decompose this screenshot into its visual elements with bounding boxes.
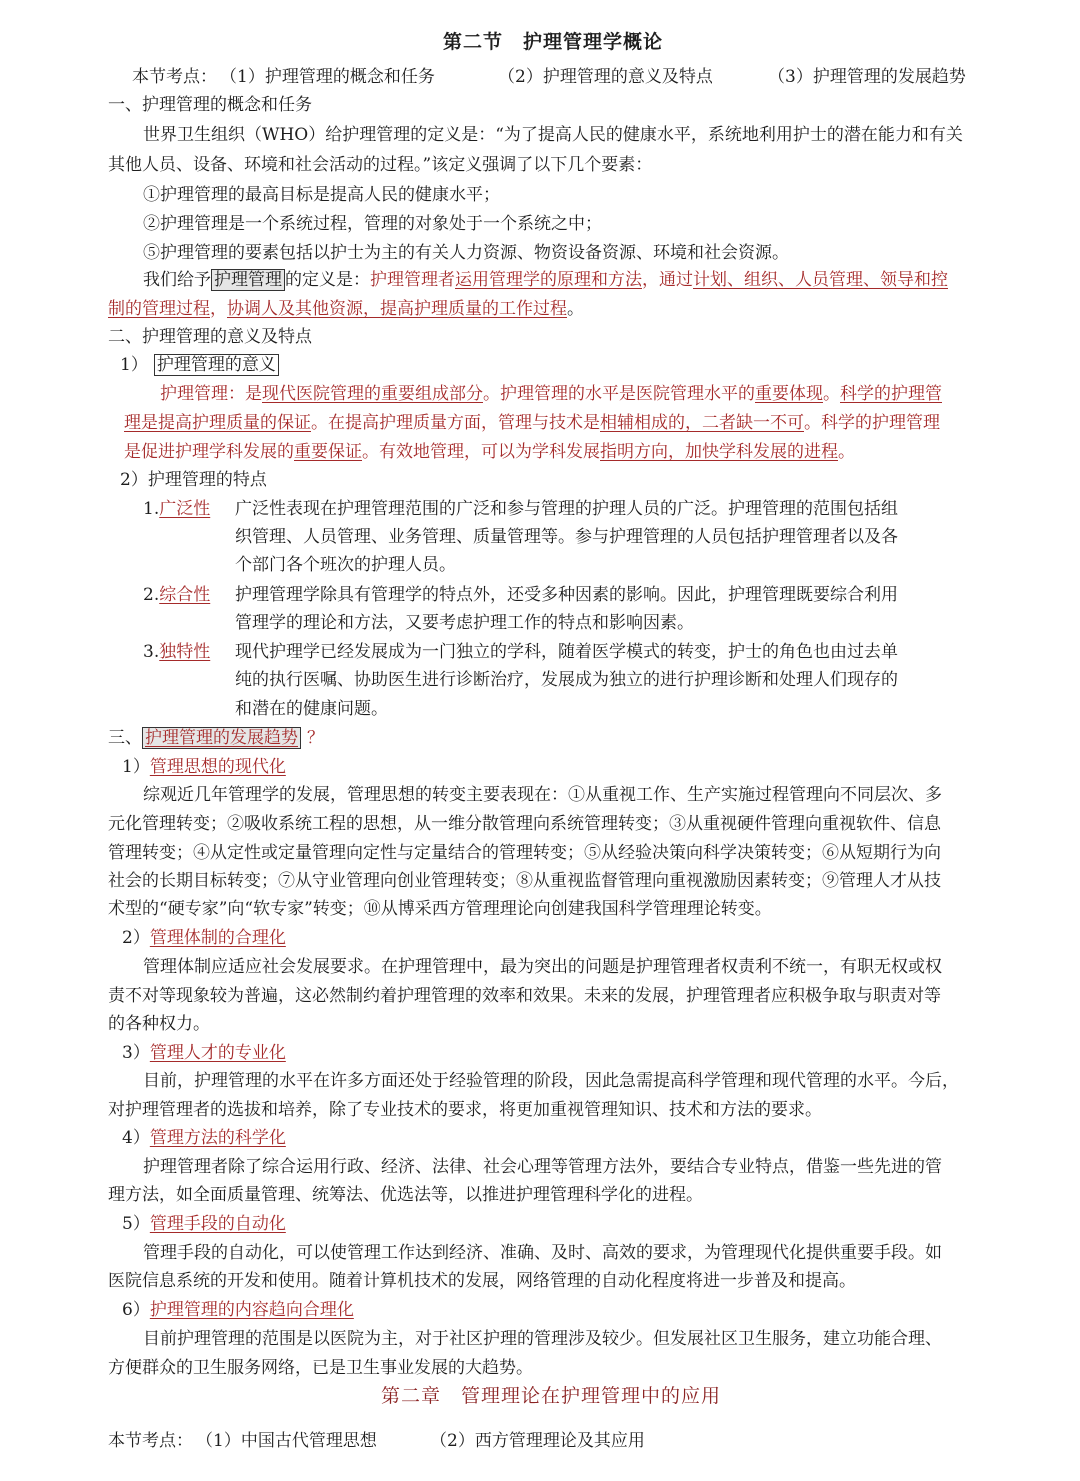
significance-label-box: 护理管理的意义 [154, 354, 279, 376]
feature-3-line-3: 和潜在的健康问题。 [235, 699, 388, 719]
features-heading: 2）护理管理的特点 [120, 470, 267, 490]
significance-line-1 [160, 382, 942, 406]
trend-3-num: 3） [122, 1043, 150, 1063]
trend-1-heading [122, 755, 286, 779]
sig1-d: 重要体现 [755, 384, 823, 404]
exam-point-2: （2）护理管理的意义及特点 [498, 67, 713, 87]
sig2-b: 。在提高护理质量方面，管理与技术是 [311, 413, 600, 433]
trend-4-line-2: 理方法，如全面质量管理、统筹法、优选法等，以推进护理管理科学化的进程。 [108, 1185, 703, 1205]
def-text-e: 运用管理学的原理和方法 [455, 270, 642, 290]
trend-4-label: 管理方法的科学化 [149, 1128, 286, 1148]
trend-2-heading [122, 926, 286, 950]
feature-2-label [143, 583, 210, 607]
nursing-management-term-box: 护理管理 [211, 269, 285, 291]
sig1-f: 科学的护理管 [840, 384, 942, 404]
significance-num: 1） [120, 355, 148, 375]
trend-1-num: 1） [122, 757, 150, 777]
significance-heading [120, 353, 279, 377]
trend-4-num: 4） [122, 1128, 150, 1148]
sig3-d: 指明方向，加快学科发展的进程 [600, 442, 838, 462]
chapter-title: 第二章 管理理论在护理管理中的应用 [381, 1385, 722, 1407]
feature-1-line-2: 织管理、人员管理、业务管理、质量管理等。参与护理管理的人员包括护理管理者以及各 [235, 527, 898, 547]
chapter-exam-label: 本节考点： [108, 1431, 193, 1451]
feature-3-name: 独特性 [159, 642, 211, 662]
feature-1-line-3: 个部门各个班次的护理人员。 [235, 555, 456, 575]
sig1-e: 。 [823, 384, 840, 404]
significance-line-3 [124, 440, 855, 464]
sig3-b: 重要保证 [294, 442, 362, 462]
feature-3-line-1: 现代护理学已经发展成为一门独立的学科，随着医学模式的转变，护士的角色也由过去单 [235, 642, 898, 662]
trend-1-line-4: 社会的长期目标转变；⑦从守业管理向创业管理转变；⑧从重视监督管理向重视激励因素转变；⑨管理人才从技 [108, 871, 941, 891]
def-text-c: 的定义是： [285, 270, 370, 290]
who-definition-line-1: 世界卫生组织（WHO）给护理管理的定义是：“为了提高人民的健康水平，系统地利用护士的潜在能力和有关 [143, 125, 963, 145]
def-text-f: ，通过 [642, 270, 693, 290]
trend-1-line-5: 术型的“硬专家”向“软专家”转变；⑩从博采西方管理理论向创建我国科学管理理论转变。 [108, 899, 772, 919]
def-text-g: 计划、组织、人员管理、领导和控 [693, 270, 948, 290]
heading-section-3 [108, 726, 324, 750]
def2-text-d: 。 [567, 299, 584, 319]
feature-2-line-1: 护理管理学除具有管理学的特点外，还受多种因素的影响。因此，护理管理既要综合利用 [235, 585, 898, 605]
trend-4-heading [122, 1126, 286, 1150]
feature-2-num: 2. [143, 585, 160, 605]
trend-1-line-3: 管理转变；④从定性或定量管理向定性与定量结合的管理转变；⑤从经验决策向科学决策转变；⑥从短期行为向 [108, 843, 941, 863]
significance-line-2 [124, 411, 940, 435]
sig2-c: 相辅相成的，二者缺一不可 [600, 413, 804, 433]
trend-5-line-2: 医院信息系统的开发和使用。随着计算机技术的发展，网络管理的自动化程度将进一步普及和提高。 [108, 1271, 856, 1291]
section-title: 第二节 护理管理学概论 [443, 31, 664, 53]
trend-3-heading [122, 1041, 286, 1065]
who-definition-line-2: 其他人员、设备、环境和社会活动的过程。”该定义强调了以下几个要素： [108, 155, 653, 175]
exam-points-label: 本节考点： [132, 67, 217, 87]
trend-6-line-2: 方便群众的卫生服务网络，已是卫生事业发展的大趋势。 [108, 1358, 533, 1378]
trend-6-heading [122, 1298, 354, 1322]
trend-3-line-1: 目前，护理管理的水平在许多方面还处于经验管理的阶段，因此急需提高科学管理和现代管理的水平。今后， [143, 1071, 959, 1091]
trend-1-label: 管理思想的现代化 [149, 757, 286, 777]
element-item-1: ①护理管理的最高目标是提高人民的健康水平； [143, 185, 500, 205]
trend-label-box: 护理管理的发展趋势 [142, 727, 301, 749]
feature-2-name: 综合性 [159, 585, 211, 605]
feature-2-line-2: 管理学的理论和方法，又要考虑护理工作的特点和影响因素。 [235, 613, 694, 633]
element-item-2: ②护理管理是一个系统过程，管理的对象处于一个系统之中； [143, 214, 602, 234]
trend-3-label: 管理人才的专业化 [149, 1043, 286, 1063]
feature-1-name: 广泛性 [159, 499, 211, 519]
sig2-a: 理是提高护理质量的保证 [124, 413, 311, 433]
trend-5-label: 管理手段的自动化 [149, 1214, 286, 1234]
feature-3-label [143, 640, 210, 664]
trend-5-heading [122, 1212, 286, 1236]
exam-point-1: （1）护理管理的概念和任务 [220, 67, 435, 87]
trend-2-num: 2） [122, 928, 150, 948]
heading-section-2: 二、护理管理的意义及特点 [108, 327, 312, 347]
def2-text-c: 协调人及其他资源，提高护理质量的工作过程 [227, 299, 567, 319]
feature-3-line-2: 纯的执行医嘱、协助医生进行诊断治疗，发展成为独立的进行护理诊断和处理人们现存的 [235, 670, 898, 690]
def-text-a: 我们给予 [143, 270, 211, 290]
def2-text-b: ， [210, 299, 227, 319]
section-3-prefix: 三、 [108, 728, 142, 748]
feature-1-num: 1. [143, 499, 160, 519]
our-definition-line-2 [108, 297, 584, 321]
sig3-a: 是促进护理学科发展的 [124, 442, 294, 462]
element-item-3: ⑤护理管理的要素包括以护士为主的有关人力资源、物资设备资源、环境和社会资源。 [143, 243, 789, 263]
trend-2-line-2: 责不对等现象较为普遍，这必然制约着护理管理的效率和效果。未来的发展，护理管理者应积极争取与职责对等 [108, 986, 941, 1006]
heading-section-1: 一、护理管理的概念和任务 [108, 95, 312, 115]
our-definition-line-1 [143, 268, 948, 292]
sig3-c: 。有效地管理，可以为学科发展 [362, 442, 600, 462]
trend-4-line-1: 护理管理者除了综合运用行政、经济、法律、社会心理等管理方法外，要结合专业特点，借鉴一些先进的管 [143, 1157, 942, 1177]
exam-point-3: （3）护理管理的发展趋势 [768, 67, 966, 87]
trend-2-line-1: 管理体制应适应社会发展要求。在护理管理中，最为突出的问题是护理管理者权责利不统一，有职无权或权 [143, 957, 942, 977]
def2-text-a: 制的管理过程 [108, 299, 210, 319]
feature-3-num: 3. [143, 642, 160, 662]
sig3-e: 。 [838, 442, 855, 462]
sig2-d: 。科学的护理管理 [804, 413, 940, 433]
trend-6-num: 6） [122, 1300, 150, 1320]
trend-6-line-1: 目前护理管理的范围是以医院为主，对于社区护理的管理涉及较少。但发展社区卫生服务，建立功能合理、 [143, 1329, 942, 1349]
trend-2-line-3: 的各种权力。 [108, 1014, 210, 1034]
feature-1-line-1: 广泛性表现在护理管理范围的广泛和参与管理的护理人员的广泛。护理管理的范围包括组 [235, 499, 898, 519]
trend-2-label: 管理体制的合理化 [149, 928, 286, 948]
sig1-c: 。护理管理的水平是医院管理水平的 [483, 384, 755, 404]
chapter-exam-point-1: （1）中国古代管理思想 [196, 1431, 377, 1451]
trend-1-line-2: 元化管理转变；②吸收系统工程的思想，从一维分散管理向系统管理转变；③从重视硬件管理向重视软件、信息 [108, 814, 941, 834]
trend-1-line-1: 综观近几年管理学的发展，管理思想的转变主要表现在：①从重视工作、生产实施过程管理向不同层次、多 [143, 785, 942, 805]
trend-5-num: 5） [122, 1214, 150, 1234]
section-3-question: ？ [307, 728, 324, 748]
sig1-b: 现代医院管理的重要组成部分 [262, 384, 483, 404]
def-text-d: 护理管理者 [370, 270, 455, 290]
trend-3-line-2: 对护理管理者的选拔和培养，除了专业技术的要求，将更加重视管理知识、技术和方法的要求。 [108, 1100, 822, 1120]
trend-5-line-1: 管理手段的自动化，可以使管理工作达到经济、准确、及时、高效的要求，为管理现代化提供重要手段。如 [143, 1243, 942, 1263]
trend-6-label: 护理管理的内容趋向合理化 [149, 1300, 354, 1320]
sig1-a: 护理管理：是 [160, 384, 262, 404]
chapter-exam-point-2: （2）西方管理理论及其应用 [430, 1431, 645, 1451]
feature-1-label [143, 497, 210, 521]
